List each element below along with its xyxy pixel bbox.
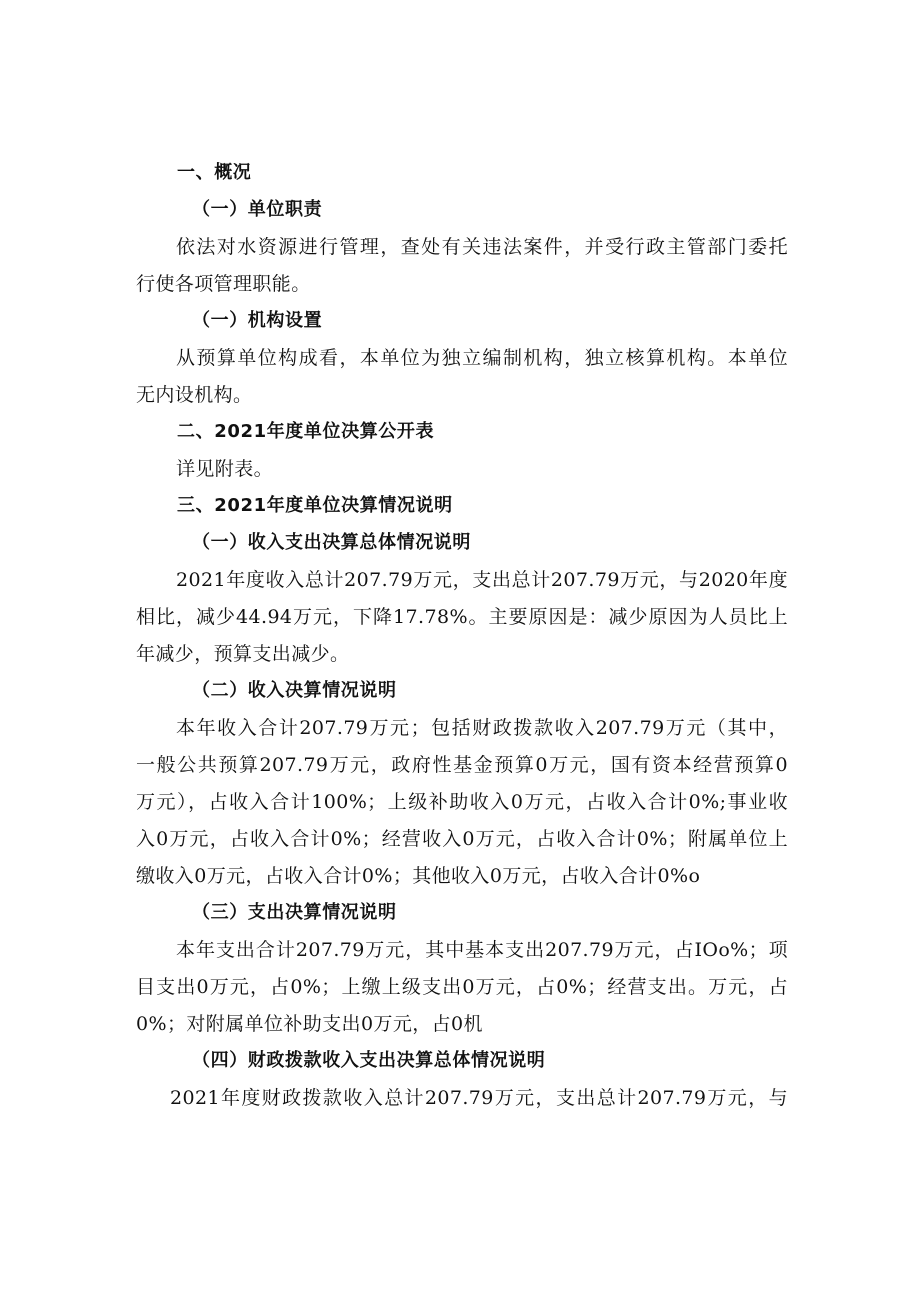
subheading-unit-duties: （一）单位职责 xyxy=(192,199,323,220)
paragraph-expenditure-line-1: 本年支出合计207.79万元，其中基本支出207.79万元，占IOo%；项 xyxy=(176,939,788,961)
subheading-fiscal-appropriation: （四）财政拨款收入支出决算总体情况说明 xyxy=(192,1050,546,1071)
paragraph-income-line-5: 缴收入0万元，占收入合计0%；其他收入0万元，占收入合计0%o xyxy=(136,865,701,887)
paragraph-income-line-1: 本年收入合计207.79万元；包括财政拨款收入207.79万元（其中， xyxy=(176,717,788,739)
subheading-expenditure: （三）支出决算情况说明 xyxy=(192,902,397,923)
heading-overview: 一、概况 xyxy=(177,162,252,183)
paragraph-overall-line-2: 相比，减少44.94万元，下降17.78%。主要原因是：减少原因为人员比上 xyxy=(136,606,788,628)
paragraph-see-appendix: 详见附表。 xyxy=(176,458,274,480)
paragraph-expenditure-line-2: 目支出0万元，占0%；上缴上级支出0万元，占0%；经营支出。万元，占 xyxy=(136,976,788,998)
paragraph-expenditure-line-3: 0%；对附属单位补助支出0万元，占0机 xyxy=(136,1013,483,1035)
paragraph-duties-line-1: 依法对水资源进行管理，查处有关违法案件，并受行政主管部门委托 xyxy=(176,236,788,258)
subheading-overall-income-expenditure: （一）收入支出决算总体情况说明 xyxy=(192,532,471,553)
heading-final-accounts-tables: 二、2021年度单位决算公开表 xyxy=(177,421,435,442)
paragraph-organization-line-1: 从预算单位构成看，本单位为独立编制机构，独立核算机构。本单位 xyxy=(176,347,788,369)
paragraph-income-line-4: 入0万元，占收入合计0%；经营收入0万元，占收入合计0%；附属单位上 xyxy=(136,828,788,850)
paragraph-income-line-2: 一般公共预算207.79万元，政府性基金预算0万元，国有资本经营预算0 xyxy=(136,754,788,776)
paragraph-overall-line-3: 年减少，预算支出减少。 xyxy=(136,643,350,665)
paragraph-overall-line-1: 2021年度收入总计207.79万元，支出总计207.79万元，与2020年度 xyxy=(176,569,788,591)
paragraph-duties-line-2: 行使各项管理职能。 xyxy=(136,273,311,295)
subheading-organization: （一）机构设置 xyxy=(192,310,323,331)
paragraph-fiscal-line-1: 2021年度财政拨款收入总计207.79万元，支出总计207.79万元，与 xyxy=(170,1087,788,1109)
paragraph-organization-line-2: 无内设机构。 xyxy=(136,384,253,406)
heading-final-accounts-explanation: 三、2021年度单位决算情况说明 xyxy=(177,495,453,516)
subheading-income: （二）收入决算情况说明 xyxy=(192,680,397,701)
paragraph-income-line-3: 万元），占收入合计100%；上级补助收入0万元，占收入合计0%;事业收 xyxy=(136,791,788,813)
